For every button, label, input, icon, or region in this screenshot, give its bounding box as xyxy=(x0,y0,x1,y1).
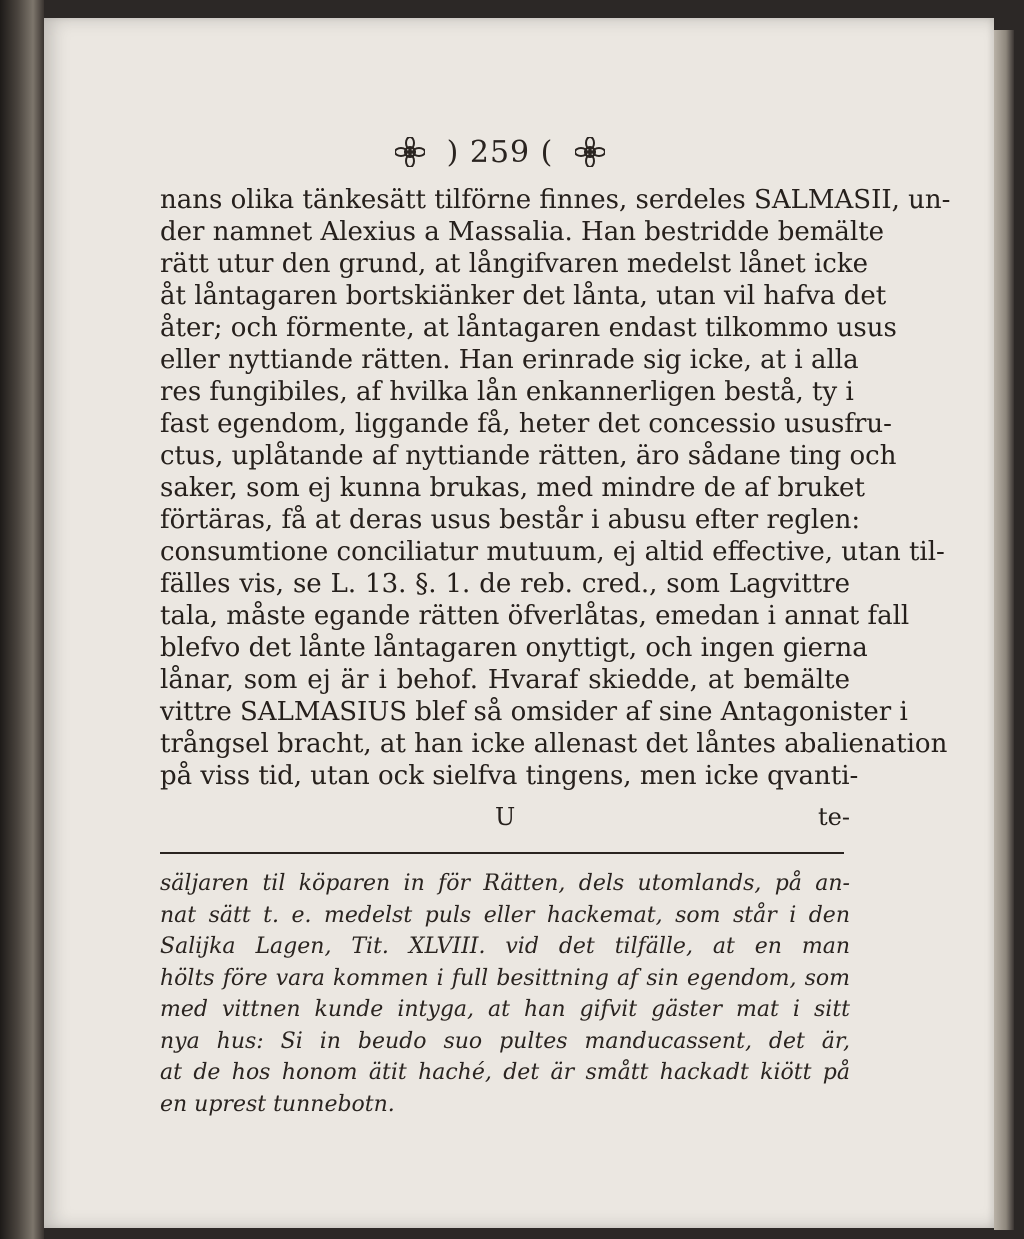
body-line: fast egendom, liggande få, heter det concessio ususfru- xyxy=(160,409,892,439)
footnote-line: nat sätt t. e. medelst puls eller hackemat, som står i den xyxy=(160,902,850,928)
body-line: consumtione conciliatur mutuum, ej altid effective, utan til- xyxy=(160,537,945,567)
body-line: fälles vis, se L. 13. §. 1. de reb. cred., som Lagvittre xyxy=(160,569,850,599)
footnote-line: med vittnen kunde intyga, at han gifvit gäster mat i sitt xyxy=(160,997,850,1022)
footnote-line: Salijka Lagen, Tit. XLVIII. vid det tilfälle, at en man xyxy=(160,934,850,959)
body-line: tala, måste egande rätten öfverlåtas, emedan i annat fall xyxy=(160,601,910,631)
body-line: blefvo det lånte låntagaren onyttigt, och ingen gierna xyxy=(160,633,868,663)
body-line: rätt utur den grund, at långifvaren medelst lånet icke xyxy=(160,249,868,279)
body-line: åter; och förmente, at låntagaren endast tilkommo usus xyxy=(160,313,897,343)
body-line: nans olika tänkesätt tilförne finnes, serdeles SALMASII, un- xyxy=(160,185,951,215)
body-line: trångsel bracht, at han icke allenast det låntes abalienation xyxy=(160,729,948,759)
facing-page-edge xyxy=(0,0,44,1239)
body-line: res fungibiles, af hvilka lån enkannerligen bestå, ty i xyxy=(160,377,854,407)
body-line: der namnet Alexius a Massalia. Han bestridde bemälte xyxy=(160,217,885,247)
footnote-rule xyxy=(160,852,844,854)
body-line: eller nyttiande rätten. Han erinrade sig icke, at i alla xyxy=(160,345,859,375)
catchword: te- xyxy=(818,803,850,831)
footnote-line: at de hos honom ätit haché, det är smått hackadt kiött på xyxy=(160,1060,850,1085)
footnote-line-last: en uprest tunnebotn. xyxy=(160,1091,395,1117)
body-line: på viss tid, utan ock sielfva tingens, men icke qvanti- xyxy=(160,761,859,791)
flower-ornament-icon xyxy=(575,137,605,167)
page-fore-edge xyxy=(994,30,1014,1230)
running-head xyxy=(330,130,670,174)
body-line: saker, som ej kunna brukas, med mindre de af bruket xyxy=(160,473,865,503)
flower-ornament-icon xyxy=(395,137,425,167)
body-line: åt låntagaren bortskiänker det lånta, utan vil hafva det xyxy=(160,281,887,311)
body-line: vittre SALMASIUS blef så omsider af sine Antagonister i xyxy=(160,697,908,727)
page-number: ) 259 ( xyxy=(446,134,554,170)
footnote-line: nya hus: Si in beudo suo pultes manducassent, det är, xyxy=(160,1028,850,1054)
body-line: ctus, uplåtande af nyttiande rätten, äro sådane ting och xyxy=(160,441,897,471)
signature-mark: U xyxy=(495,803,516,831)
footnote-line: säljaren til köparen in för Rätten, dels utomlands, på an- xyxy=(160,871,850,896)
body-line: lånar, som ej är i behof. Hvaraf skiedde, at bemälte xyxy=(160,665,850,695)
body-text xyxy=(160,184,951,792)
footnote xyxy=(160,868,850,1120)
body-line: förtäras, få at deras usus består i abusu efter reglen: xyxy=(160,505,861,535)
footnote-line: hölts före vara kommen i full besittning af sin egendom, som xyxy=(160,965,850,991)
signature-line xyxy=(160,801,850,837)
